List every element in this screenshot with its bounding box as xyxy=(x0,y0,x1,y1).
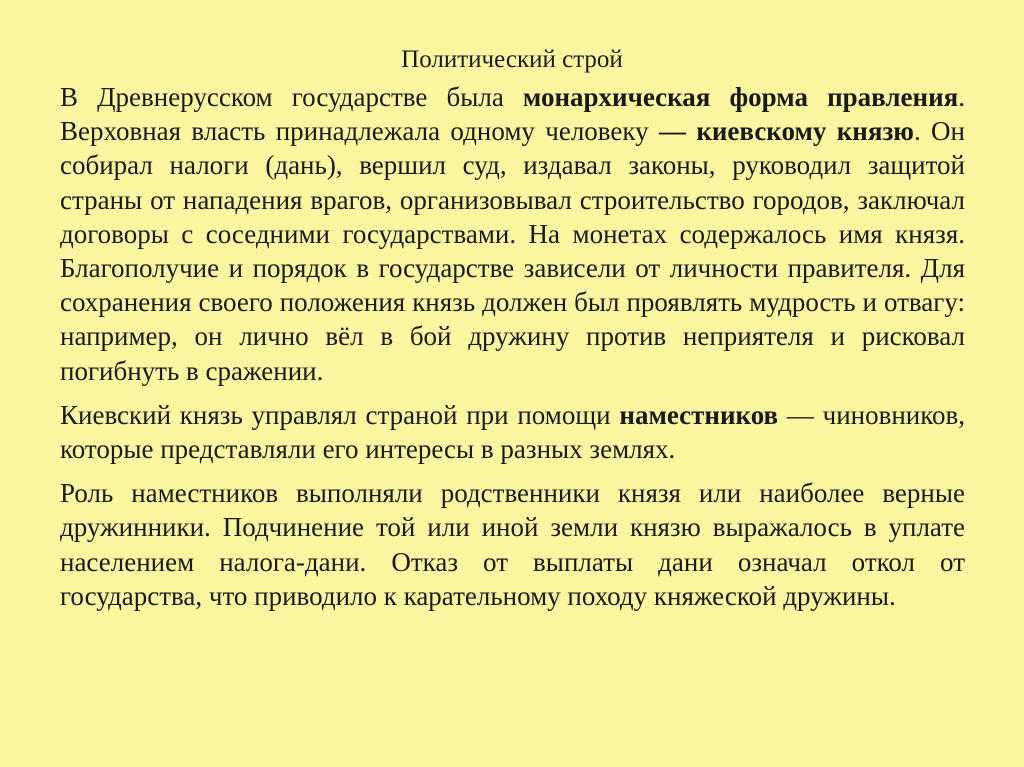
slide-title: Политический строй xyxy=(401,46,623,73)
text-run: Киевский князь управлял страной при помощи xyxy=(60,399,620,430)
slide-body xyxy=(60,80,965,623)
text-run: — чиновников, которые представляли его интересы в разных землях. xyxy=(60,399,966,465)
text-run: . Верховная власть принадлежала одному человеку xyxy=(60,82,966,147)
text-run: Роль наместников выполняли родственники князя или наиболее верные дружинники. Подчинение той или иной земли князю выражалось в уплате населением налога-дани. Отказ от выплаты дани означал откол от государства, что приводило к карательному походу княжеской дружины. xyxy=(60,478,965,611)
paragraph-tribute xyxy=(60,476,965,613)
paragraph-governors xyxy=(60,398,965,466)
paragraph-monarchy xyxy=(60,80,965,388)
bold-term-monarchy: монархическая форма правления xyxy=(522,82,959,112)
bold-term-governors: наместников xyxy=(619,399,779,430)
text-run: . Он собирал налоги (дань), вершил суд, издавал законы, руководил защитой страны от нападения врагов, организовывал строительство городов, заключал договоры с соседними государствами. На монетах содержалось имя князя. Благополучие и порядок в государстве зависели от личности правителя. Для сохранения своего положения князь должен был проявлять мудрость и отвагу: например, он лично вёл в бой дружину против неприятеля и рисковал погибнуть в сражении. xyxy=(60,116,966,386)
text-run: В Древнерусском государстве была xyxy=(60,82,523,112)
bold-term-kiev-prince: — киевскому князю xyxy=(658,116,914,147)
